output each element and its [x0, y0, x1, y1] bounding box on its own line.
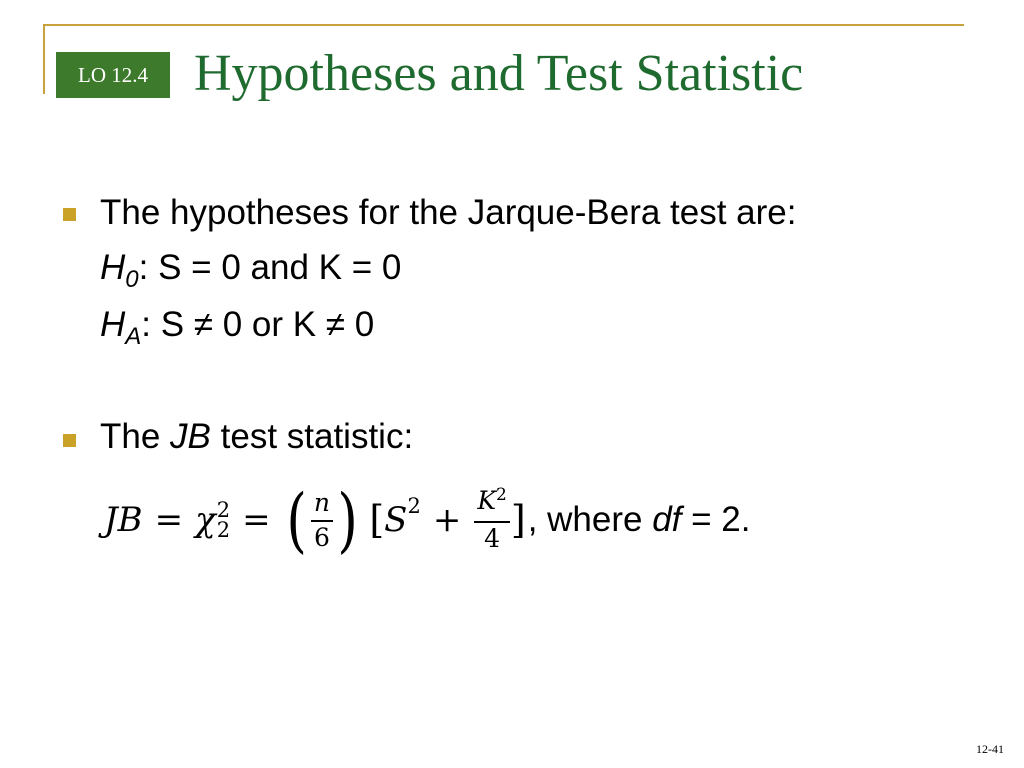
h0-statement: : S = 0 and K = 0: [138, 248, 402, 287]
jb-formula: [104, 478, 750, 562]
slide-title: Hypotheses and Test Statistic: [194, 45, 804, 102]
learning-objective-badge: LO 12.4: [56, 52, 170, 98]
formula-equals: =: [154, 500, 184, 540]
formula-fraction-numerator: [474, 486, 510, 523]
frame-left-line: [43, 24, 45, 94]
formula-k: K: [477, 486, 497, 515]
formula-s: S: [384, 500, 408, 540]
formula-chi-superscript: 2: [216, 498, 231, 522]
formula-close-paren: ): [337, 479, 358, 561]
formula-plus: +: [432, 500, 462, 540]
page-number: 12-41: [976, 742, 1004, 756]
formula-tail-df: df: [652, 500, 682, 539]
formula-fraction-denominator: 6: [314, 522, 330, 552]
formula-s-superscript: 2: [407, 494, 421, 518]
formula-open-paren: (: [286, 479, 307, 561]
bullet2-text-before: The: [100, 417, 171, 456]
formula-fraction-denominator: 4: [484, 524, 501, 553]
bullet-square-icon: [63, 434, 76, 447]
frame-top-line: [43, 24, 964, 26]
formula-fraction-numerator: n: [311, 488, 333, 522]
formula-math: [104, 479, 526, 561]
formula-fraction-n-over-6: [311, 488, 333, 553]
h0-symbol: H: [100, 248, 126, 287]
bullet2-text: [100, 415, 413, 459]
bullet2-text-italic: JB: [170, 417, 211, 456]
formula-chi: χ: [195, 500, 216, 540]
formula-k-superscript: 2: [496, 485, 507, 505]
bullet2-text-after: test statistic:: [210, 417, 414, 456]
formula-equals: =: [242, 500, 271, 540]
formula-jb: JB: [104, 500, 143, 540]
formula-chi-subscript: 2: [216, 518, 231, 542]
formula-fraction-k2-over-4: [474, 486, 510, 554]
ha-statement: : S ≠ 0 or K ≠ 0: [141, 305, 375, 344]
null-hypothesis: [100, 246, 401, 294]
formula-tail-before: , where: [527, 500, 653, 539]
h0-subscript: 0: [125, 266, 139, 293]
alternative-hypothesis: [100, 303, 374, 351]
bullet-square-icon: [63, 208, 76, 221]
formula-tail: [528, 500, 751, 540]
ha-subscript: A: [125, 323, 142, 350]
formula-chi-scripts: [217, 500, 230, 540]
formula-tail-after: = 2.: [681, 500, 751, 539]
formula-close-bracket: ]: [510, 498, 526, 542]
ha-symbol: H: [100, 305, 126, 344]
bullet1-text: The hypotheses for the Jarque-Bera test are:: [100, 193, 797, 232]
formula-open-bracket: [: [369, 498, 385, 542]
